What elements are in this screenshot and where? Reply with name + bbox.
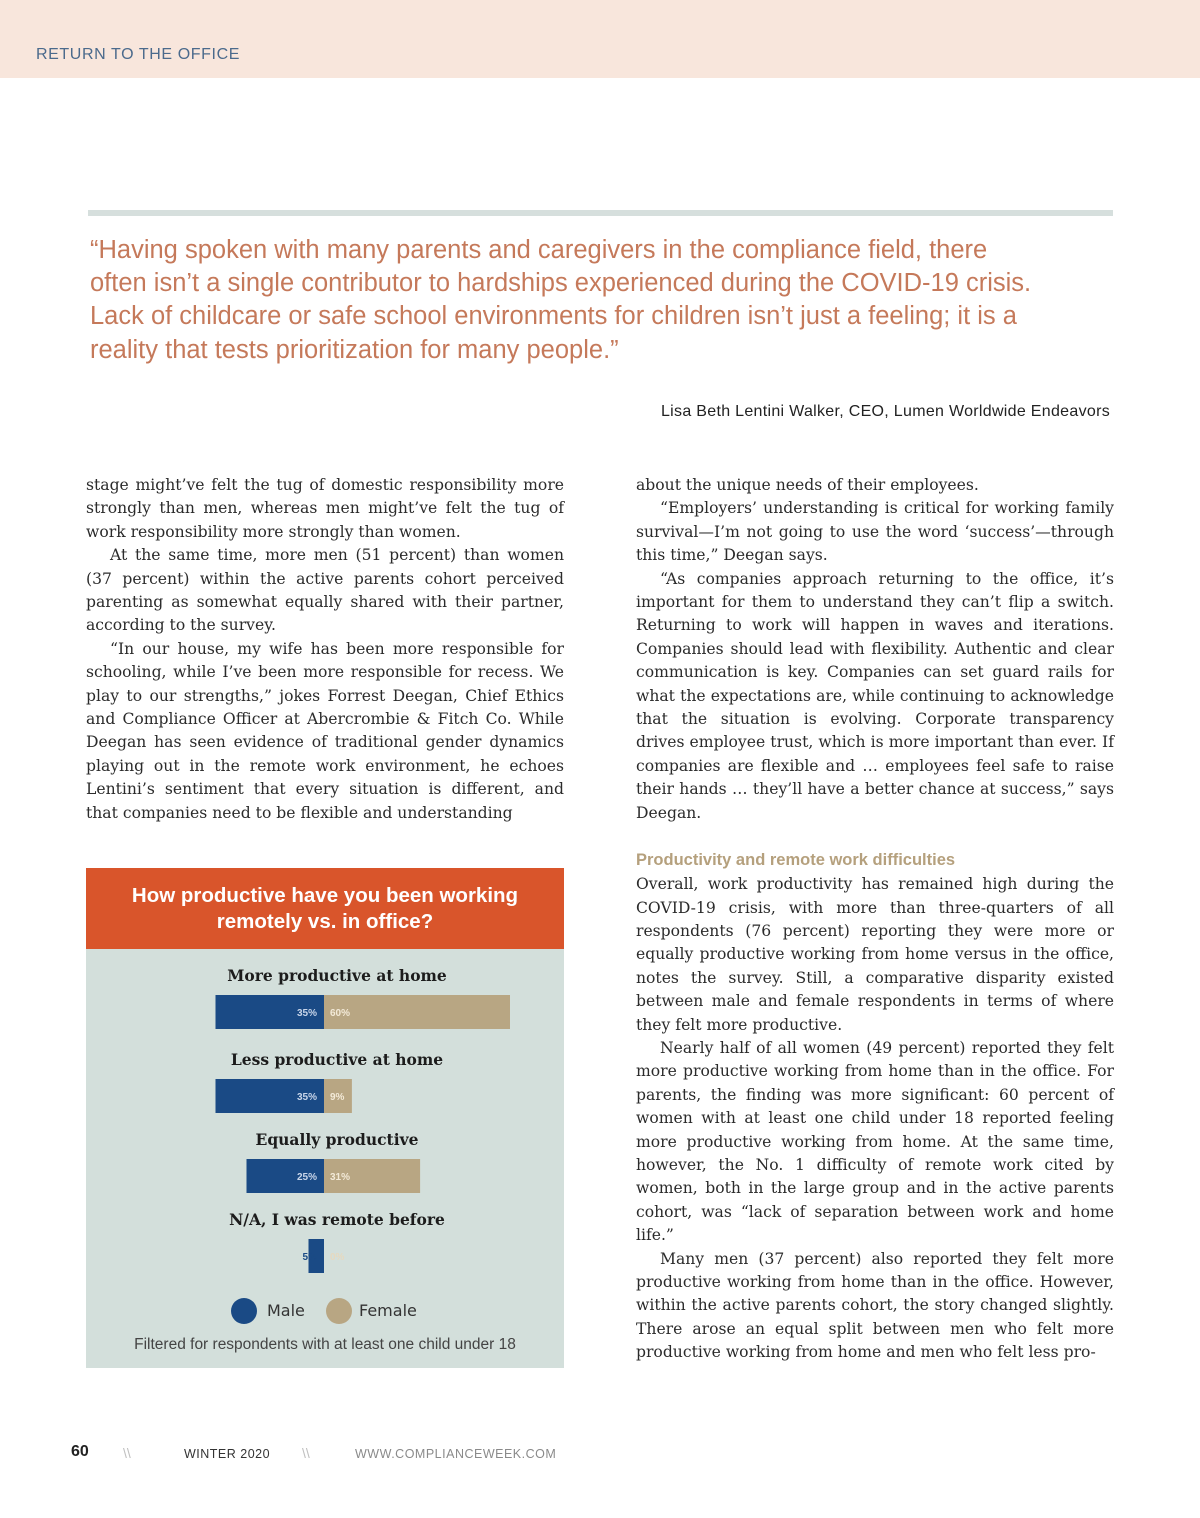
pull-quote-line: “Having spoken with many parents and caregivers in the compliance field, there: [90, 236, 988, 264]
body-paragraph: Nearly half of all women (49 percent) reported they felt more productive working from home than in the office. For parents, the finding was more significant: 60 percent of women with at least one child under 18 reported feeling more productive working from home. At the same time, however, the No. 1 difficulty of remote work cited by women, both in the large group and in the active parents cohort, was “lack of separation between work and home life.”: [636, 1038, 1114, 1245]
category-label: Less productive at home: [230, 1050, 444, 1069]
chart-note: Filtered for respondents with at least one child under 18: [134, 1336, 516, 1353]
category-label: Equally productive: [255, 1130, 419, 1149]
data-label-female: 9%: [330, 1092, 345, 1103]
right-column: [636, 474, 1114, 1365]
body-paragraph: “In our house, my wife has been more responsible for schooling, while I’ve been more responsible for recess. We play to our strengths,” jokes Forrest Deegan, Chief Ethics and Compliance Officer at Abercrombie & Fitch Co. While Deegan has seen evidence of traditional gender dynamics playing out in the remote work environment, he echoes Lentini’s sentiment that every situation is different, and that companies need to be flexible and understanding: [86, 639, 564, 822]
body-paragraph: “Employers’ understanding is critical for working family survival—I’m not going to use the word ‘success’—through this time,” Deegan says.: [636, 499, 1114, 565]
data-label-female: 60%: [330, 1008, 351, 1019]
pull-quote-line: Lack of childcare or safe school environments for children isn’t just a feeling; it is a: [90, 302, 1017, 331]
section-label: RETURN TO THE OFFICE: [36, 46, 241, 63]
body-paragraph: Overall, work productivity has remained high during the COVID-19 crisis, with more than three-quarters of all respondents (76 percent) reporting they were more or equally productive working from home versus in the office, notes the survey. Still, a comparative disparity existed between male and female respondents in terms of where they felt more productive.: [636, 875, 1114, 1034]
data-label-male: 5%: [302, 1252, 317, 1263]
body-paragraph: stage might’ve felt the tug of domestic responsibility more strongly than men, whereas men might’ve felt the tug of work responsibility more strongly than women.: [86, 476, 564, 541]
data-label-male: 35%: [296, 1092, 317, 1103]
body-paragraph: about the unique needs of their employees.: [636, 476, 979, 494]
category-label: More productive at home: [227, 966, 447, 985]
body-paragraph: “As companies approach returning to the office, it’s important for them to understand they can’t flip a switch. Returning to work will happen in waves and iterations. Companies should lead with flexibility. Authentic and clear communication is key. Companies can set guard rails for what the expectations are, while continuing to acknowledge that the situation is evolving. Corporate transparency drives employee trust, which is more important than ever. If companies are flexible and … employees feel safe to raise their hands … they’ll have a better chance at success,” says Deegan.: [636, 569, 1114, 822]
footer-separator: \\: [302, 1445, 310, 1461]
footer-separator: \\: [123, 1445, 131, 1461]
issue-label: WINTER 2020: [184, 1447, 271, 1461]
legend-label-male: Male: [267, 1301, 305, 1320]
chart-plot: [86, 949, 564, 1289]
body-paragraph: Many men (37 percent) also reported they felt more productive working from home than in the office. However, within the active parents cohort, the story changed slightly. There arose an equal split between men who felt more productive working from home and men who felt less pro-: [636, 1249, 1114, 1362]
header-band: [0, 0, 1200, 78]
category-label: N/A, I was remote before: [229, 1210, 445, 1229]
chart-title: [86, 868, 564, 949]
pull-quote-line: reality that tests prioritization for many people.”: [90, 335, 619, 364]
body-paragraph: At the same time, more men (51 percent) than women (37 percent) within the active parents cohort perceived parenting as somewhat equally shared with their partner, according to the survey.: [86, 546, 564, 635]
data-label-male: 35%: [296, 1008, 317, 1019]
legend-label-female: Female: [359, 1301, 417, 1320]
data-label-female: 0%: [330, 1252, 345, 1263]
bar-female: [324, 995, 510, 1029]
legend-swatch-male: [231, 1298, 257, 1324]
legend-swatch-female: [326, 1298, 352, 1324]
data-label-male: 25%: [296, 1172, 317, 1183]
quote-attribution: Lisa Beth Lentini Walker, CEO, Lumen Worldwide Endeavors: [660, 403, 1110, 420]
chart-legend: [86, 1294, 564, 1326]
chart-title-line: How productive have you been working: [131, 884, 519, 907]
pull-quote-line: often isn’t a single contributor to hardships experienced during the COVID-19 crisis.: [90, 269, 1032, 298]
section-subhead: Productivity and remote work difficulties: [636, 851, 956, 870]
data-label-female: 31%: [330, 1172, 351, 1183]
pull-quote: [90, 234, 1120, 367]
website-url: WWW.COMPLIANCEWEEK.COM: [355, 1447, 557, 1461]
quote-divider: [88, 210, 1113, 216]
left-column: [86, 474, 564, 825]
productivity-chart: [86, 868, 564, 1368]
page-number: 60: [71, 1443, 89, 1460]
chart-title-line: remotely vs. in office?: [216, 910, 434, 933]
